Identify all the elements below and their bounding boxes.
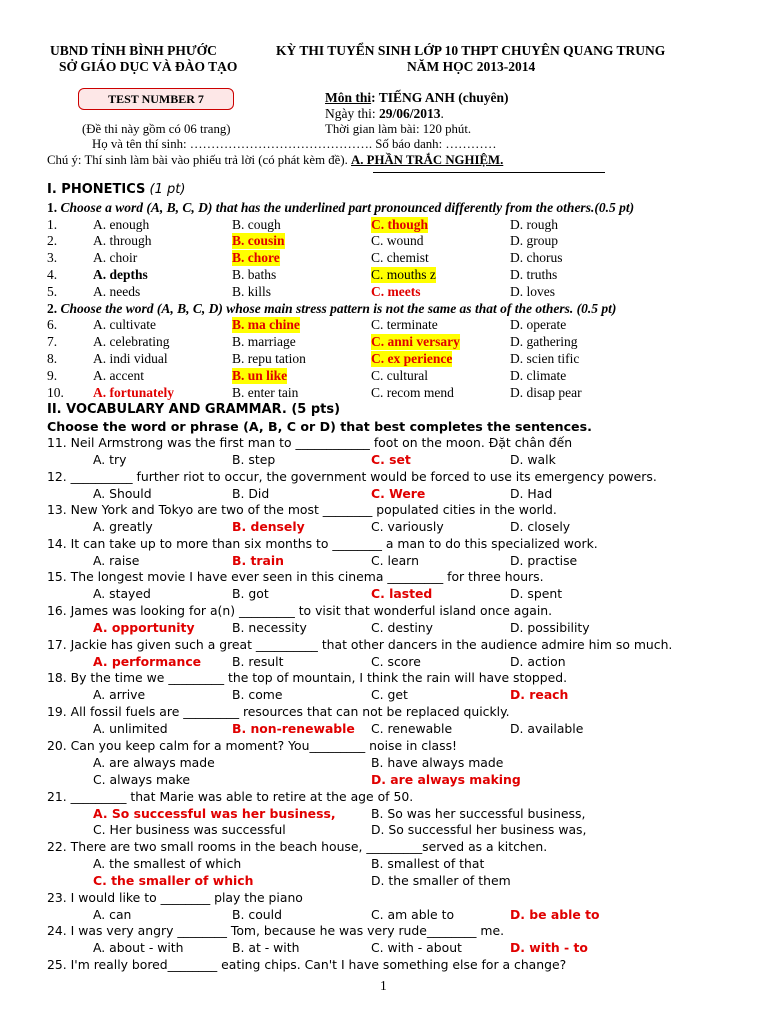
option-d-answer[interactable]: D. are always making (371, 772, 521, 787)
option-d-answer[interactable]: D. with - to (510, 940, 588, 955)
question-text: 11. Neil Armstrong was the first man to ____________ foot on the moon. Đặt chân đến (47, 435, 573, 450)
option-a[interactable]: A. Should (93, 485, 152, 501)
page-number: 1 (380, 978, 387, 993)
option-b[interactable]: B. smallest of that (371, 856, 485, 871)
section-vocab-title: II. VOCABULARY AND GRAMMAR. (5 pts) (47, 402, 341, 417)
option-a[interactable]: A. depths (93, 267, 148, 282)
question-row (47, 284, 767, 301)
option-c[interactable]: C. score (371, 653, 421, 669)
exam-date: 29/06/2013 (379, 106, 441, 121)
option-d[interactable]: D. walk (510, 452, 556, 467)
option-d[interactable]: D. chorus (510, 250, 563, 265)
option-d[interactable]: D. practise (510, 552, 578, 568)
question-text: 18. By the time we _________ the top of mountain, I think the rain will have stopped. (47, 670, 568, 686)
option-c[interactable]: C. learn (371, 552, 419, 568)
exam-title: KỲ THI TUYỂN SINH LỚP 10 THPT CHUYÊN QUANG TRUNG (276, 43, 666, 58)
org-name: UBND TỈNH BÌNH PHƯỚC (50, 43, 217, 58)
option-b[interactable]: B. repu tation (232, 351, 306, 366)
option-a[interactable]: A. needs (93, 284, 141, 299)
option-d[interactable]: D. the smaller of them (371, 873, 511, 888)
option-d[interactable]: D. loves (510, 284, 555, 299)
option-a[interactable]: A. stayed (93, 586, 151, 602)
section-points: (1 pt) (149, 182, 186, 197)
section-title: I. PHONETICS (47, 182, 146, 197)
option-d[interactable]: D. available (510, 720, 584, 736)
question-text: 12. __________ further riot to occur, the government would be forced to use its emergency powers. (47, 468, 657, 484)
option-a[interactable]: A. through (93, 233, 152, 248)
option-d[interactable]: D. closely (510, 519, 571, 535)
option-c[interactable]: C. terminate (371, 317, 438, 332)
option-b[interactable]: B. step (232, 452, 276, 467)
section-vocab-instruction: Choose the word or phrase (A, B, C or D) that best completes the sentences. (47, 419, 592, 434)
option-a[interactable]: A. raise (93, 552, 140, 568)
option-d[interactable]: D. truths (510, 267, 558, 282)
option-c[interactable]: C. with - about (371, 940, 462, 955)
option-d[interactable]: D. possibility (510, 620, 590, 635)
option-d-answer[interactable]: D. be able to (510, 907, 600, 922)
question-text: 15. The longest movie I have ever seen in this cinema _________ for three hours. (47, 569, 544, 585)
question-number: 5. (47, 284, 58, 299)
candidate-name-line: Họ và tên thí sinh: ……………………………………. Số báo danh: ………… (92, 137, 497, 151)
question-number: 1. (47, 217, 58, 232)
question-text: 13. New York and Tokyo are two of the most ________ populated cities in the world. (47, 502, 557, 518)
time-limit: Thời gian làm bài: 120 phút. (325, 122, 472, 136)
question-number: 10. (47, 385, 64, 400)
option-d[interactable]: D. group (510, 233, 558, 248)
option-b[interactable]: B. marriage (232, 334, 296, 349)
stress-instruction (47, 301, 616, 317)
test-number-badge: TEST NUMBER 7 (78, 88, 234, 110)
option-c-answer[interactable]: C. lasted (371, 586, 433, 602)
option-c-answer[interactable]: C. Were (371, 485, 426, 501)
option-b-answer[interactable]: B. chore (232, 250, 280, 265)
divider (373, 172, 605, 173)
instruction-text: Choose a word (A, B, C, D) that has the underlined part pronounced differently from the others.(0.5 pt) (60, 200, 635, 215)
option-b[interactable]: B. baths (232, 267, 277, 282)
dept-name: SỞ GIÁO DỤC VÀ ĐÀO TẠO (59, 59, 238, 74)
question-number: 2. (47, 233, 58, 248)
question-text: 20. Can you keep calm for a moment? You_________ noise in class! (47, 738, 458, 753)
question-row (47, 233, 767, 250)
instruction-text: Choose the word (A, B, C, D) whose main stress pattern is not the same as that of the others. (0.5 pt) (60, 301, 617, 316)
question-row (47, 317, 767, 334)
option-b[interactable]: B. result (232, 653, 284, 669)
option-b-answer[interactable]: B. non-renewable (232, 720, 355, 736)
option-b[interactable]: B. necessity (232, 620, 307, 635)
option-c[interactable]: C. mouths z (371, 267, 436, 282)
option-a[interactable]: A. arrive (93, 687, 146, 703)
instruction-number: 2. (47, 301, 58, 316)
option-c[interactable]: C. variously (371, 519, 444, 535)
pages-note: (Đề thi này gồm có 06 trang) (82, 122, 231, 136)
option-a[interactable]: A. choir (93, 250, 138, 265)
question-row (47, 334, 767, 351)
question-row (47, 250, 767, 267)
option-b[interactable]: B. Did (232, 485, 270, 501)
question-number: 4. (47, 267, 58, 282)
question-number: 6. (47, 317, 58, 332)
question-row (47, 368, 767, 385)
option-c[interactable]: C. cultural (371, 368, 428, 383)
option-a[interactable]: A. greatly (93, 519, 153, 535)
option-b[interactable]: B. got (232, 586, 269, 602)
option-b-answer[interactable]: B. train (232, 552, 284, 568)
school-year: NĂM HỌC 2013-2014 (407, 59, 536, 74)
subject-value: : TIẾNG ANH (chuyên) (371, 90, 509, 105)
question-row (47, 351, 767, 368)
question-text: 17. Jackie has given such a great __________ that other dancers in the audience admire him so much. (47, 636, 673, 652)
option-c[interactable]: C. renewable (371, 720, 453, 736)
option-b[interactable]: B. cough (232, 217, 281, 232)
exam-date-line (325, 106, 444, 122)
part-a-title: A. PHẦN TRẮC NGHIỆM. (351, 153, 504, 167)
option-d[interactable]: D. scien tific (510, 351, 580, 366)
option-d[interactable]: D. rough (510, 217, 558, 232)
option-a[interactable]: A. try (93, 452, 127, 467)
question-text: 25. I'm really bored________ eating chips. Can't I have something else for a change? (47, 957, 567, 972)
question-row (47, 385, 767, 402)
option-c[interactable]: C. destiny (371, 620, 433, 635)
option-c[interactable]: C. am able to (371, 907, 455, 922)
option-a[interactable]: A. about - with (93, 940, 184, 955)
option-a-answer[interactable]: A. So successful was her business, (93, 806, 336, 821)
option-c-answer[interactable]: C. set (371, 452, 411, 467)
option-d[interactable]: D. disap pear (510, 385, 582, 400)
option-a[interactable]: A. celebrating (93, 334, 170, 349)
option-c-answer[interactable]: C. anni versary (371, 334, 460, 349)
date-label: Ngày thi: (325, 106, 379, 121)
option-a[interactable]: A. indi vidual (93, 351, 168, 366)
option-b[interactable]: B. at - with (232, 940, 300, 955)
option-b[interactable]: B. So was her successful business, (371, 806, 586, 821)
instruction-number: 1. (47, 200, 58, 215)
question-number: 9. (47, 368, 58, 383)
option-d-answer[interactable]: D. reach (510, 687, 569, 703)
question-text: 14. It can take up to more than six months to ________ a man to do this specialized work. (47, 535, 598, 551)
option-b[interactable]: B. come (232, 687, 283, 703)
subject-label: Môn thi (325, 90, 372, 105)
option-c-answer[interactable]: C. the smaller of which (93, 873, 254, 888)
option-d[interactable]: D. So successful her business was, (371, 822, 587, 837)
option-c[interactable]: C. recom mend (371, 385, 454, 400)
question-text: 23. I would like to ________ play the piano (47, 890, 303, 905)
option-a[interactable]: A. cultivate (93, 317, 156, 332)
option-b[interactable]: B. have always made (371, 755, 504, 770)
option-a-answer[interactable]: A. performance (93, 653, 202, 669)
option-c-answer[interactable]: C. though (371, 217, 429, 232)
option-d[interactable]: D. action (510, 653, 566, 669)
question-text: 24. I was very angry ________ Tom, because he was very rude________ me. (47, 923, 505, 938)
option-c[interactable]: C. Her business was successful (93, 822, 286, 837)
option-b[interactable]: B. enter tain (232, 385, 299, 400)
question-row (47, 217, 767, 234)
option-d[interactable]: D. Had (510, 485, 553, 501)
question-row (47, 267, 767, 284)
note-line (47, 153, 503, 168)
option-b[interactable]: B. could (232, 907, 282, 922)
option-c[interactable]: C. get (371, 687, 408, 703)
option-a-answer[interactable]: A. fortunately (93, 385, 174, 400)
question-number: 8. (47, 351, 58, 366)
option-b-answer[interactable]: B. cousin (232, 233, 285, 248)
option-a[interactable]: A. enough (93, 217, 150, 232)
date-end: . (440, 106, 444, 121)
option-d[interactable]: D. climate (510, 368, 567, 383)
option-a[interactable]: A. are always made (93, 755, 215, 770)
section-phonetics-title (47, 182, 185, 197)
option-b[interactable]: B. kills (232, 284, 272, 299)
option-a-answer[interactable]: A. opportunity (93, 620, 195, 635)
option-b-answer[interactable]: B. densely (232, 519, 305, 535)
option-a[interactable]: A. accent (93, 368, 144, 383)
subject-line (325, 90, 509, 106)
option-b-answer[interactable]: B. un like (232, 368, 288, 383)
question-text: 22. There are two small rooms in the beach house, _________served as a kitchen. (47, 839, 548, 854)
question-number: 7. (47, 334, 58, 349)
option-c-answer[interactable]: C. ex perience (371, 351, 453, 366)
option-c[interactable]: C. always make (93, 772, 191, 787)
option-b-answer[interactable]: B. ma chine (232, 317, 300, 332)
option-a[interactable]: A. unlimited (93, 720, 168, 736)
phonetics-instruction (47, 200, 634, 216)
option-d[interactable]: D. operate (510, 317, 567, 332)
option-a[interactable]: A. can (93, 907, 132, 922)
question-number: 3. (47, 250, 58, 265)
question-text: 19. All fossil fuels are _________ resources that can not be replaced quickly. (47, 703, 510, 719)
note-text: Chú ý: Thí sinh làm bài vào phiếu trả lời (có phát kèm đề). (47, 153, 348, 167)
option-c[interactable]: C. wound (371, 233, 424, 248)
option-c[interactable]: C. chemist (371, 250, 429, 265)
question-text: 16. James was looking for a(n) _________ to visit that wonderful island once again. (47, 603, 553, 618)
option-d[interactable]: D. spent (510, 586, 563, 602)
question-text: 21. _________ that Marie was able to retire at the age of 50. (47, 789, 414, 804)
option-d[interactable]: D. gathering (510, 334, 578, 349)
option-a[interactable]: A. the smallest of which (93, 856, 242, 871)
option-c-answer[interactable]: C. meets (371, 284, 421, 299)
